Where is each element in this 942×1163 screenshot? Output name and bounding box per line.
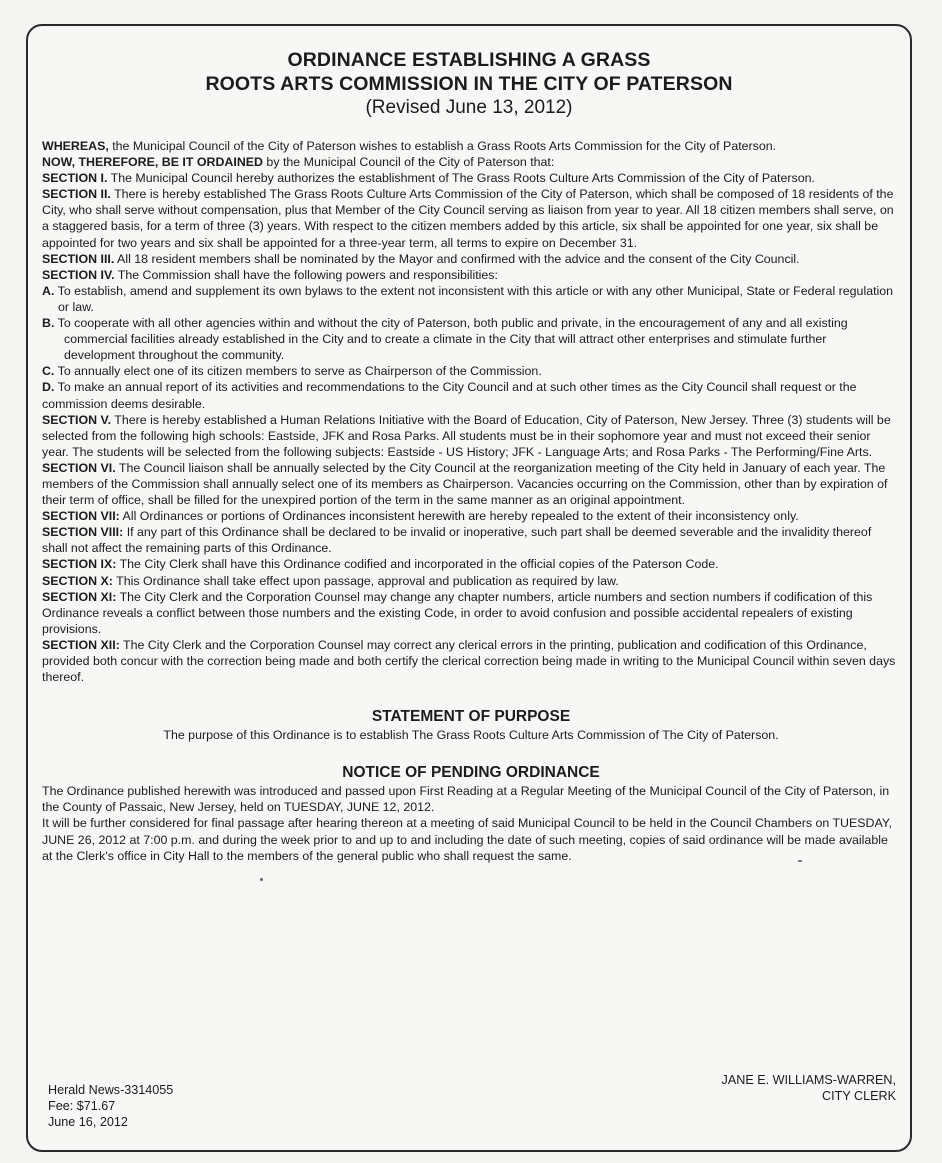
- section-5: SECTION V. There is hereby established a Human Relations Initiative with the Board of Education, City of Paterson, New Jersey. Three (3) students will be selected from the following high schools: Eastside, JFK and Rosa Parks. All students must be in their sophomore year and must not exceed their senior year. The students will be selected from the following subjects: Eastside - US History; JFK - Language Arts; and Rosa Parks - The Performing/Fine Arts.: [42, 412, 891, 459]
- section-12: SECTION XII: The City Clerk and the Corporation Counsel may correct any clerical errors in the printing, publication and codification of this Ordinance, provided both concur with the correction being made and both certify the clerical correction being made in writing to the Municipal Council within seven days thereof.: [42, 637, 896, 685]
- clerk-name: JANE E. WILLIAMS-WARREN,: [721, 1073, 896, 1087]
- clerk-signature-block: [722, 1072, 896, 1104]
- notice-frame: [26, 24, 912, 1152]
- revised-date: (Revised June 13, 2012): [365, 97, 573, 118]
- ordinance-body: [42, 138, 900, 864]
- whereas-clause: WHEREAS, the Municipal Council of the City of Paterson wishes to establish a Grass Roots Arts Commission for the City of Paterson.: [42, 139, 777, 153]
- publication-id: Herald News-3314055: [48, 1083, 174, 1097]
- notice-paragraph-1: The Ordinance published herewith was introduced and passed upon First Reading at a Regular Meeting of the Municipal Council of the City of Paterson, in the County of Passaic, New Jersey, held on TUESDAY, JUNE 12, 2012.: [42, 784, 890, 815]
- title-line-1: ORDINANCE ESTABLISHING A GRASS: [287, 49, 651, 71]
- purpose-heading: STATEMENT OF PURPOSE: [371, 708, 571, 726]
- section-8: SECTION VIII: If any part of this Ordinance shall be declared to be invalid or inoperative, such part shall be deemed severable and the invalidity thereof shall not affect the remaining parts of this Ordinance.: [42, 525, 872, 556]
- item-c: C. To annually elect one of its citizen members to serve as Chairperson of the Commission.: [42, 364, 542, 379]
- print-speck: [260, 878, 263, 881]
- section-7: SECTION VII: All Ordinances or portions of Ordinances inconsistent herewith are hereby repealed to the extent of their inconsistency only.: [42, 509, 799, 524]
- section-10: SECTION X: This Ordinance shall take effect upon passage, approval and publication as required by law.: [42, 573, 619, 588]
- ordained-clause: NOW, THEREFORE, BE IT ORDAINED by the Municipal Council of the City of Paterson that:: [42, 155, 555, 170]
- section-11: SECTION XI: The City Clerk and the Corporation Counsel may change any chapter numbers, article numbers and section numbers if codification of this Ordinance reveals a conflict between those numbers and the existing Code, in order to avoid confusion and possible accidental repealers of existing provisions.: [42, 589, 873, 636]
- notice-paragraph-2: It will be further considered for final passage after hearing thereon at a meeting of said Municipal Council to be held in the Council Chambers on TUESDAY, JUNE 26, 2012 at 7:00 p.m. and during the week prior to and up to and including the date of such meeting, copies of said ordinance will be made available at the Clerk's office in City Hall to the members of the general public who shall request the same.: [42, 816, 892, 863]
- print-speck: [798, 860, 802, 862]
- section-6: SECTION VI. The Council liaison shall be annually selected by the City Council at the reorganization meeting of the City held in January of each year. The members of the Commission shall annually select one of its members as Chairperson. Vacancies occurring on the Commission, other than by expiration of their term of office, shall be filled for the unexpired portion of the term in the same manner as an original appointment.: [42, 460, 888, 508]
- ordinance-title: [28, 48, 910, 96]
- item-d: D. To make an annual report of its activities and recommendations to the City Council and at such other times as the City Council shall request or the commission deems desirable.: [42, 380, 857, 411]
- publication-date: June 16, 2012: [48, 1115, 128, 1129]
- purpose-text: The purpose of this Ordinance is to establish The Grass Roots Culture Arts Commission of The City of Paterson.: [163, 728, 779, 743]
- item-b: B. To cooperate with all other agencies within and without the city of Paterson, both public and private, in the encouragement of any and all existing commercial facilities already established in the City and to create a climate in the City that will attract other enterprises and stimulate further development throughout the community.: [42, 316, 848, 363]
- section-9: SECTION IX: The City Clerk shall have this Ordinance codified and incorporated in the official copies of the Paterson Code.: [42, 557, 719, 572]
- clerk-title: CITY CLERK: [822, 1089, 896, 1103]
- notice-heading: NOTICE OF PENDING ORDINANCE: [342, 764, 600, 782]
- section-4: SECTION IV. The Commission shall have the following powers and responsibilities:: [42, 267, 498, 282]
- section-1: SECTION I. The Municipal Council hereby authorizes the establishment of The Grass Roots Culture Arts Commission of the City of Paterson.: [42, 171, 815, 186]
- section-3: SECTION III. All 18 resident members shall be nominated by the Mayor and confirmed with the advice and the consent of the City Council.: [42, 251, 800, 266]
- section-2: SECTION II. There is hereby established The Grass Roots Culture Arts Commission of the City of Paterson, which shall be composed of 18 residents of the City, who shall serve without compensation, plus that Member of the City Council serving as liaison from year to year. All 18 citizen members shall serve, on a staggered basis, for a term of three (3) years. With respect to the citizen members added by this article, six shall be appointed for one year, six shall be appointed for two years and six shall be appointed for a three-year term, all terms to expire on December 31.: [42, 187, 894, 250]
- item-a: A. To establish, amend and supplement its own bylaws to the extent not inconsistent with this article or with any other Municipal, State or Federal regulation or law.: [42, 283, 894, 314]
- fee: Fee: $71.67: [48, 1099, 116, 1113]
- title-line-2: ROOTS ARTS COMMISSION IN THE CITY OF PATERSON: [205, 73, 733, 95]
- publication-info: [48, 1082, 173, 1130]
